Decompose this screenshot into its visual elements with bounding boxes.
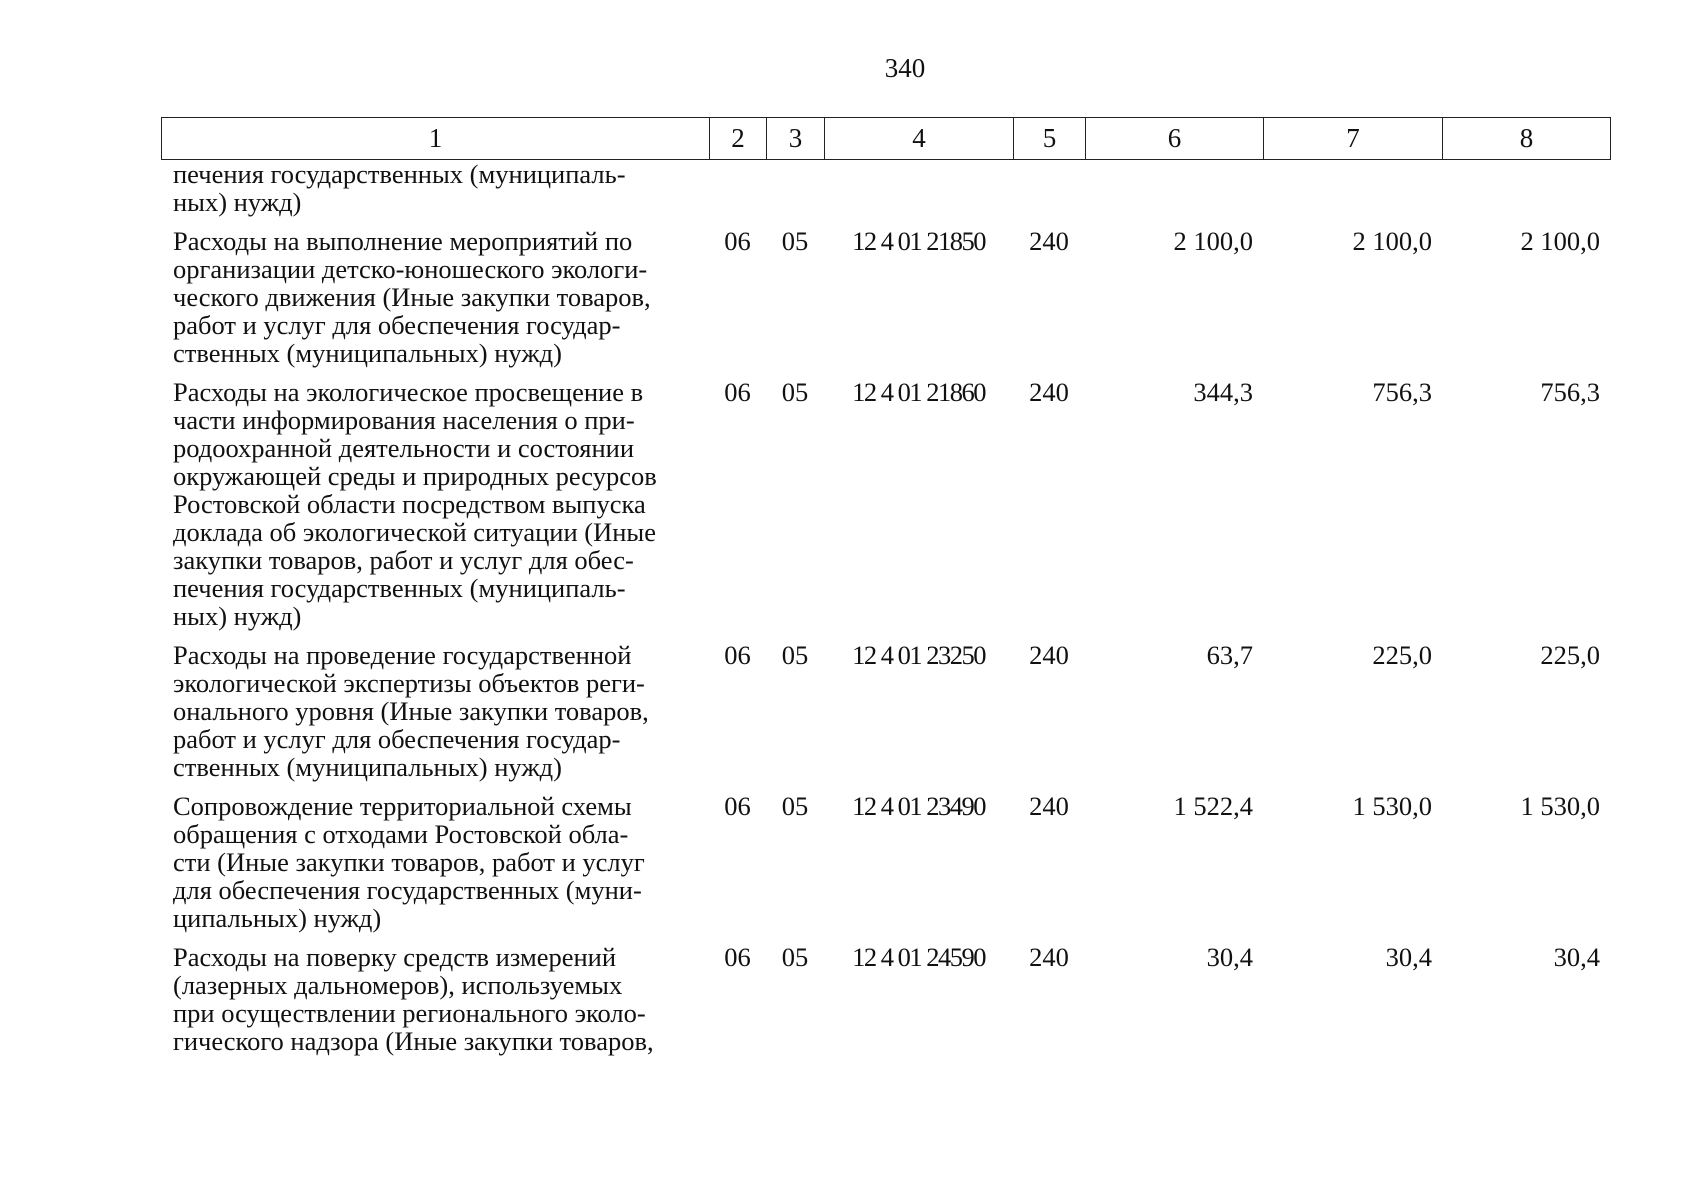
cell-value-col8: 30,4 [1553,942,1600,972]
description-line: ных) нужд) [173,601,302,631]
row-description [161,160,709,216]
table-row-continuation [161,160,1610,216]
description-line: части информирования населения о при- [173,405,635,435]
table-body [161,160,1610,1055]
cell-subsection: 05 [781,640,809,670]
cell-target-code: 12 4 01 21860 [852,377,985,407]
row-description [161,943,709,1055]
description-line: (лазерных дальномеров), используемых [173,970,623,1000]
description-line: Ростовской области посредством выпуска [173,489,646,519]
description-line: обращения с отходами Ростовской обла- [173,819,629,849]
table-row [161,792,1610,932]
description-line: сти (Иные закупки товаров, работ и услуг [173,847,645,877]
description-line: работ и услуг для обеспечения государ- [173,724,621,754]
cell-value-col7: 30,4 [1385,942,1432,972]
cell-expense-type: 240 [1029,226,1069,256]
cell-value-col8: 1 530,0 [1520,791,1600,821]
cell-expense-type: 240 [1029,377,1069,407]
table-row [161,641,1610,781]
header-col-6: 6 [1086,118,1264,160]
cell-section: 06 [724,377,751,407]
cell-value-col7: 225,0 [1372,640,1432,670]
description-line: ципальных) нужд) [173,903,382,933]
cell-value-col8: 756,3 [1540,377,1600,407]
header-col-8: 8 [1443,118,1611,160]
description-line: ческого движения (Иные закупки товаров, [173,282,651,312]
description-line: закупки товаров, работ и услуг для обес- [173,545,634,575]
description-line: родоохранной деятельности и состоянии [173,433,635,463]
description-line: ных) нужд) [173,187,302,217]
cell-expense-type: 240 [1029,640,1069,670]
description-line: организации детско-юношеского экологи- [173,254,648,284]
cell-value-col8: 2 100,0 [1520,226,1600,256]
cell-section: 06 [724,942,751,972]
cell-target-code: 12 4 01 23250 [852,640,985,670]
row-description [161,792,709,932]
description-line: окружающей среды и природных ресурсов [173,461,657,491]
cell-value-col6: 1 522,4 [1173,791,1253,821]
description-line: онального уровня (Иные закупки товаров, [173,696,649,726]
cell-section: 06 [724,791,751,821]
header-col-4: 4 [825,118,1014,160]
header-col-1: 1 [162,118,710,160]
description-line: Расходы на поверку средств измерений [173,942,617,972]
cell-value-col6: 63,7 [1206,640,1253,670]
description-line: печения государственных (муниципаль- [173,573,626,603]
cell-subsection: 05 [781,942,809,972]
cell-value-col7: 2 100,0 [1352,226,1432,256]
header-col-2: 2 [710,118,767,160]
description-line: экологической экспертизы объектов реги- [173,668,645,698]
cell-target-code: 12 4 01 24590 [852,942,985,972]
description-line: для обеспечения государственных (муни- [173,875,642,905]
header-col-7: 7 [1264,118,1443,160]
row-description [161,641,709,781]
cell-value-col6: 30,4 [1206,942,1253,972]
table-row [161,378,1610,630]
table-row [161,227,1610,367]
description-line: ственных (муниципальных) нужд) [173,338,562,368]
cell-section: 06 [724,226,751,256]
row-description [161,227,709,367]
cell-subsection: 05 [781,226,809,256]
header-col-5: 5 [1014,118,1086,160]
cell-value-col8: 225,0 [1540,640,1600,670]
description-line: Расходы на проведение государственной [173,640,632,670]
cell-expense-type: 240 [1029,942,1069,972]
description-line: работ и услуг для обеспечения государ- [173,310,621,340]
row-description [161,378,709,630]
description-line: Сопровождение территориальной схемы [173,791,632,821]
description-line: печения государственных (муниципаль- [173,159,626,189]
page-number: 340 [884,53,926,83]
cell-value-col7: 1 530,0 [1352,791,1432,821]
header-col-3: 3 [767,118,825,160]
cell-value-col6: 2 100,0 [1173,226,1253,256]
cell-target-code: 12 4 01 21850 [852,226,985,256]
description-line: доклада об экологической ситуации (Иные [173,517,656,547]
description-line: ственных (муниципальных) нужд) [173,752,562,782]
description-line: Расходы на выполнение мероприятий по [173,226,633,256]
description-line: Расходы на экологическое просвещение в [173,377,644,407]
description-line: при осуществлении регионального эколо- [173,998,646,1028]
table-header [161,117,1611,160]
cell-target-code: 12 4 01 23490 [852,791,985,821]
description-line: гического надзора (Иные закупки товаров, [173,1026,654,1056]
cell-value-col6: 344,3 [1193,377,1253,407]
cell-section: 06 [724,640,751,670]
cell-subsection: 05 [781,377,809,407]
cell-value-col7: 756,3 [1372,377,1432,407]
cell-subsection: 05 [781,791,809,821]
cell-expense-type: 240 [1029,791,1069,821]
table-row [161,943,1610,1055]
